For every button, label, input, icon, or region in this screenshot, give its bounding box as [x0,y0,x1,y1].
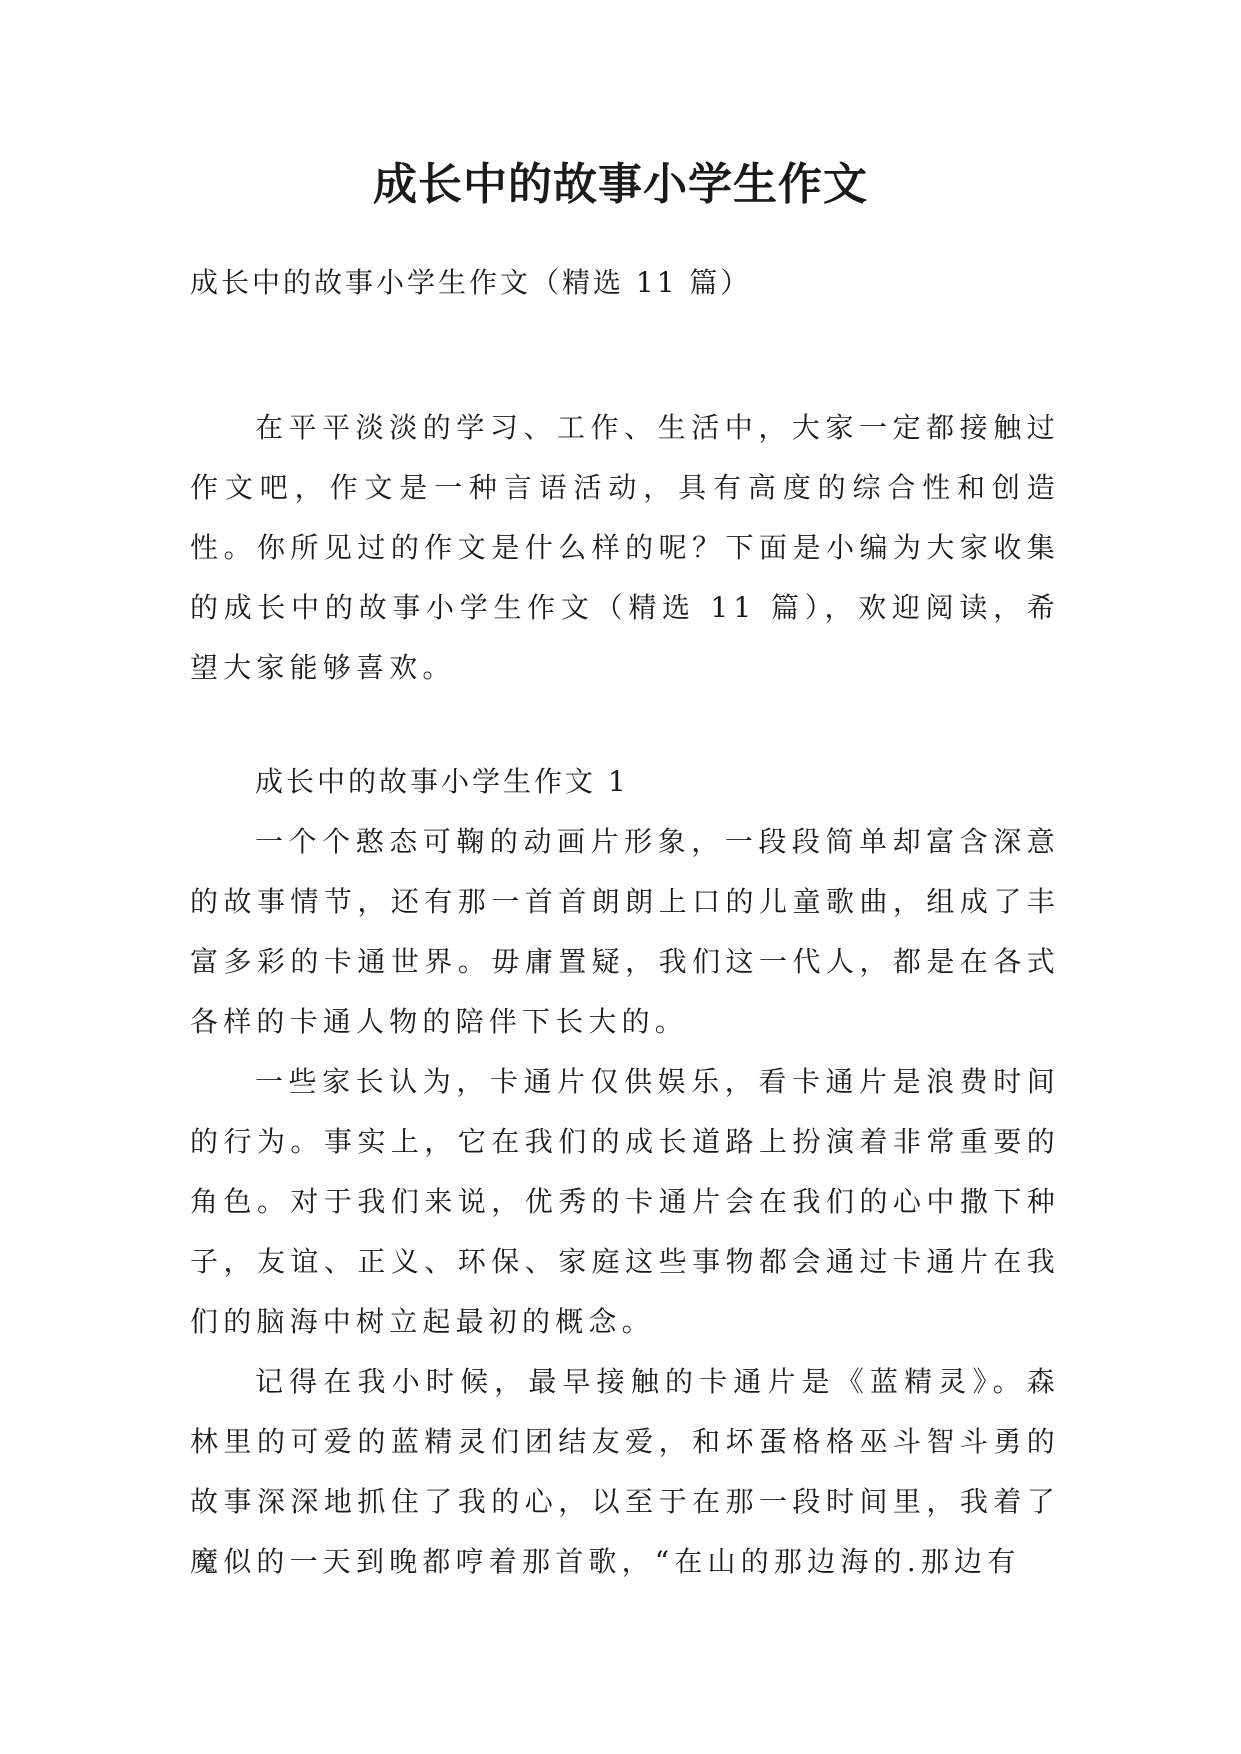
essay-paragraph-1: 一个个憨态可鞠的动画片形象，一段段简单却富含深意的故事情节，还有那一首首朗朗上口的儿童歌曲，组成了丰富多彩的卡通世界。毋庸置疑，我们这一代人，都是在各式各样的卡通人物的陪伴下长大的。 [190,825,1060,1038]
section-heading: 成长中的故事小学生作文 1 [255,765,629,798]
essay-section-1 [190,752,1060,1592]
essay-paragraph-2: 一些家长认为，卡通片仅供娱乐，看卡通片是浪费时间的行为。事实上，它在我们的成长道路上扮演着非常重要的角色。对于我们来说，优秀的卡通片会在我们的心中撒下种子，友谊、正义、环保、家庭这些事物都会通过卡通片在我们的脑海中树立起最初的概念。 [190,1065,1060,1338]
document-title: 成长中的故事小学生作文 [373,159,868,210]
essay-paragraph-3: 记得在我小时候，最早接触的卡通片是《蓝精灵》。森林里的可爱的蓝精灵们团结友爱，和坏蛋格格巫斗智斗勇的故事深深地抓住了我的心，以至于在那一段时间里，我着了魔似的一天到晚都哼着那首歌，“在山的那边海的.那边有 [190,1365,1060,1578]
intro-paragraph: 在平平淡淡的学习、工作、生活中，大家一定都接触过作文吧，作文是一种言语活动，具有高度的综合性和创造性。你所见过的作文是什么样的呢？下面是小编为大家收集的成长中的故事小学生作文（精选 11 篇），欢迎阅读，希望大家能够喜欢。 [190,411,1060,684]
intro-block [190,398,1060,698]
document-subtitle: 成长中的故事小学生作文（精选 11 篇） [190,266,752,299]
